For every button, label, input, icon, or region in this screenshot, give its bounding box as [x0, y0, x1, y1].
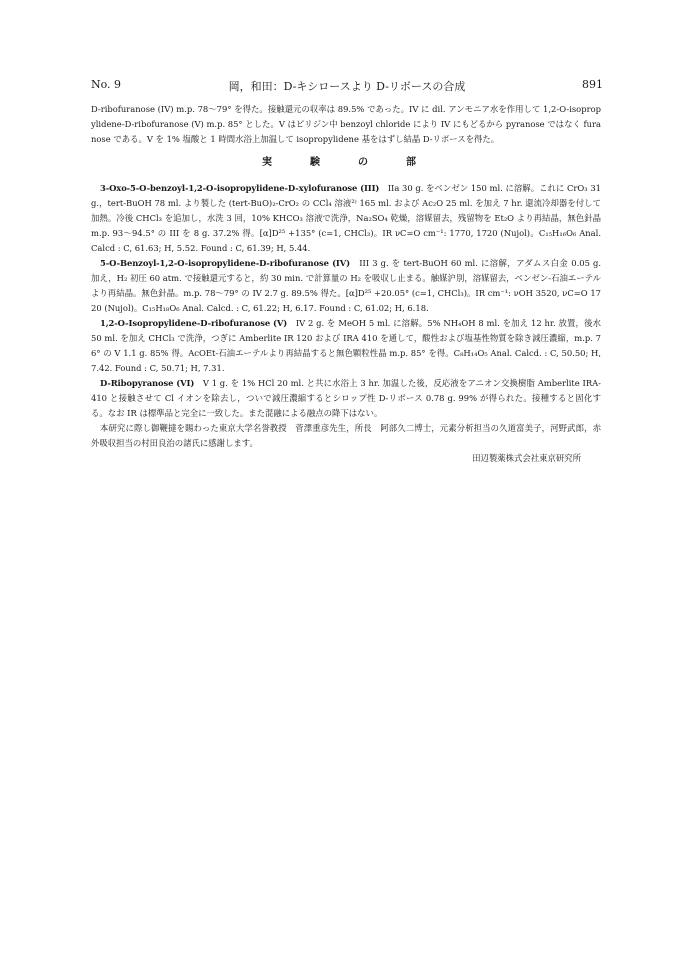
running-title: 岡，和田：D-キシロースより D-リボースの合成	[228, 80, 466, 93]
experimental-paragraph-v	[91, 316, 601, 376]
procedure-text: V 1 g. を 1% HCl 20 ml. と共に水浴上 3 hr. 加温した後，反応液をアニオン交換樹脂 Amberlite IRA-410 と接触させて Cl イオンを除去し，ついで減圧濃縮するとシロップ性 D-リボース 0.78 g. 99% が得られた。接種すると固化する。なお IR は標準品と完全に一致した。また混融による融点の降下はない。	[91, 378, 601, 418]
procedure-text: IIa 30 g. をベンゼン 150 ml. に溶解。これに CrO₃ 31 g.，tert-BuOH 78 ml. より製した (tert-BuO)₂-CrO₂ の CCl₄ 溶液²⁾ 165 ml. および Ac₂O 25 ml. を加え 7 hr. 還流冷却器を付して加熱。冷後 CHCl₃ を追加し，水洗 3 回，10% KHCO₃ 溶液で洗浄，Na₂SO₄ 乾燥，溶媒留去，残留物を Et₂O より再結晶，無色針晶 m.p. 93～94.5° の III を 8 g. 37.2% 得。[α]D²⁵ +135° (c=1, CHCl₃)。IR νC=O cm⁻¹: 1770, 1720 (Nujol)。C₁₅H₁₆O₆ Anal. Calcd : C, 61.63; H, 5.52. Found : C, 61.39; H, 5.44.	[91, 183, 601, 253]
experimental-paragraph-vi	[91, 376, 601, 421]
running-header	[91, 78, 603, 94]
article-body	[91, 102, 601, 466]
procedure-text: IV 2 g. を MeOH 5 ml. に溶解。5% NH₄OH 8 ml. を加え 12 hr. 放置，後水 50 ml. を加え CHCl₃ で洗浄，つぎに Amberlite IR 120 および IRA 410 を通して，酸性および塩基性物質を除き減圧濃縮，m.p. 76° の V 1.1 g. 85% 得。AcOEt-石油エーテルより再結晶すると無色顆粒性晶 m.p. 85° を得。C₈H₁₄O₅ Anal. Calcd. : C, 50.50; H, 7.42. Found : C, 50.71; H, 7.31.	[91, 318, 601, 373]
compound-name: 1,2-O-Isopropylidene-D-ribofuranose (V)	[100, 318, 288, 328]
intro-paragraph: D-ribofuranose (IV) m.p. 78～79° を得た。接触還元の収率は 89.5% であった。IV に dil. アンモニア水を作用して 1,2-O-isopropylidene-D-ribofuranose (V) m.p. 85° とした。V はピリジン中 benzoyl chloride により IV にもどるから pyranose ではなく furanose である。V を 1% 塩酸と 1 時間水浴上加温して isopropylidene 基をはずし結晶 D-リボースを得た。	[91, 104, 601, 144]
section-title: 実 験 の 部	[262, 157, 430, 168]
experimental-paragraph-iv	[91, 256, 601, 316]
page-number: 891	[582, 78, 603, 91]
procedure-text: III 3 g. を tert-BuOH 60 ml. に溶解，アダムス白金 0.05 g. 加え，H₂ 初圧 60 atm. で接触還元すると，約 30 min. で計算量の H₂ を吸収し止まる。触媒沪別，溶媒留去，ベンゼン-石油エーテルより再結晶。無色針晶。m.p. 78～79° の IV 2.7 g. 89.5% 得た。[α]D²⁵ +20.05° (c=1, CHCl₃)。IR cm⁻¹: νOH 3520, νC=O 1720 (Nujol)。C₁₅H₁₈O₆ Anal. Calcd. : C, 61.22; H, 6.17. Found : C, 61.02; H, 6.18.	[91, 258, 601, 313]
compound-name: D-Ribopyranose (VI)	[100, 378, 195, 388]
issue-number: No. 9	[91, 78, 122, 91]
compound-name: 5-O-Benzoyl-1,2-O-isopropylidene-D-ribofuranose (IV)	[100, 258, 351, 268]
experimental-paragraph-iii	[91, 181, 601, 256]
affiliation: 田辺製薬株式会社東京研究所	[472, 453, 581, 463]
acknowledgement: 本研究に際し御鞭撻を賜わった東京大学名誉教授 菅澤重彦先生，所長 阿部久二博士，元素分析担当の久道富美子，河野武郎，赤外吸収担当の村田良治の諸氏に感謝します。	[91, 423, 601, 448]
compound-name: 3-Oxo-5-O-benzoyl-1,2-O-isopropylidene-D-xylofuranose (III)	[100, 183, 380, 193]
